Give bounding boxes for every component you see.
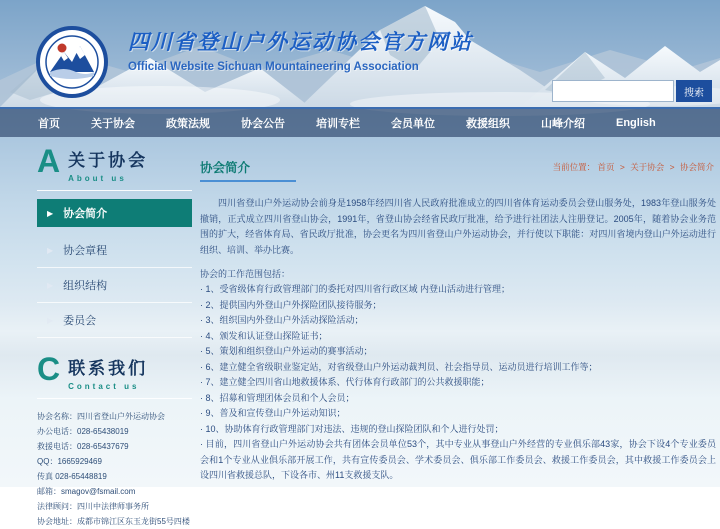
main-nav	[0, 107, 720, 137]
arrow-right-icon: ▶	[47, 315, 54, 325]
contact-fax: 传真 028-65448819	[37, 472, 107, 481]
breadcrumb-about[interactable]: 关于协会	[630, 162, 665, 172]
contact-title-cn: 联系我们	[68, 359, 149, 378]
sidebar	[37, 143, 192, 529]
work-item-9: · 9、普及和宣传登山户外运动知识；	[200, 408, 346, 418]
sidebar-item-label: 协会章程	[63, 245, 108, 257]
about-title-cn: 关于协会	[68, 151, 149, 170]
work-item-5: · 5、策划和组织登山户外运动的赛事活动；	[200, 346, 373, 356]
sidebar-item-structure[interactable]	[37, 268, 192, 303]
intro-paragraph: 四川省登山户外运动协会前身是1958年经四川省人民政府批准成立的四川省体育运动委员会登山服务处，1983年登山服务处撤销，正式成立四川省登山协会，1991年，省登山协会经省民政厅批准，给予进行社团法人注册登记。2005年，随着协会业务范围的扩大，经省体育局、省民政厅批准，协会更名为四川省登山户外运动协会，并行使以下职能：对四川省境内登山户外运动进行组织、培训、举办比赛。	[200, 198, 716, 255]
about-title-en: About us	[68, 174, 127, 183]
nav-item-home[interactable]: 首页	[38, 118, 60, 130]
about-section-heading	[37, 143, 192, 183]
search-button[interactable]: 搜索	[676, 80, 712, 102]
nav-item-about[interactable]: 关于协会	[91, 118, 135, 130]
breadcrumb	[553, 161, 714, 173]
work-item-1: · 1、受省级体育行政管理部门的委托对四川省行政区域 内登山活动进行管理；	[200, 284, 511, 294]
sidebar-item-charter[interactable]	[37, 233, 192, 268]
search-input[interactable]	[552, 80, 674, 102]
sidebar-item-label: 组织结构	[63, 280, 108, 292]
contact-letter: C	[37, 351, 61, 387]
contact-qq: QQ：1665929469	[37, 457, 102, 466]
arrow-right-icon: ▶	[47, 245, 54, 255]
breadcrumb-separator: >	[669, 162, 675, 172]
article-body	[200, 196, 716, 484]
main-content	[200, 158, 716, 484]
arrow-right-icon: ▶	[47, 280, 54, 290]
nav-item-rescue[interactable]: 救援组织	[466, 118, 510, 130]
about-menu	[37, 199, 192, 338]
divider	[37, 398, 192, 399]
contact-association-name: 协会名称：四川省登山户外运动协会	[37, 412, 165, 421]
arrow-right-icon: ▶	[47, 208, 54, 218]
contact-section-heading	[37, 351, 192, 391]
work-item-3: · 3、组织国内外登山户外活动探险活动；	[200, 315, 364, 325]
nav-item-peaks[interactable]: 山峰介绍	[541, 118, 585, 130]
breadcrumb-current[interactable]: 协会简介	[679, 162, 714, 172]
work-item-4: · 4、颁发和认证登山探险证书；	[200, 330, 328, 341]
nav-item-policies[interactable]: 政策法规	[166, 118, 210, 130]
search-bar	[552, 80, 712, 102]
divider	[37, 190, 192, 191]
sidebar-item-label: 协会简介	[63, 208, 108, 220]
contact-email: 邮箱：smagov@fsmail.com	[37, 487, 136, 496]
site-header	[0, 0, 720, 107]
breadcrumb-label: 当前位置：	[552, 162, 596, 172]
nav-item-announcements[interactable]: 协会公告	[241, 118, 285, 130]
nav-item-members[interactable]: 会员单位	[391, 118, 435, 130]
summary-paragraph: · 目前，四川省登山户外运动协会共有团体会员单位53个，其中专业从事登山户外经营的专业俱乐部43家，协会下设4个专业委员会和1个专业从业俱乐部开展工作，共有宣传委员会、学术委员会、俱乐部工作委员会、救援工作委员会，其中救援工作委员会上设四川省救援总队，下设各市、州11支救援支队。	[200, 439, 716, 480]
contact-section	[37, 351, 192, 529]
work-item-6: · 6、建立健全省级职业鉴定站，对省级登山户外运动裁判员、社会指导员、运动员进行培训工作等；	[200, 361, 598, 372]
contact-legal-advisor: 法律顾问：四川中法律师事务所	[37, 502, 149, 511]
work-item-2: · 2、提供国内外登山户外探险团队接待服务；	[200, 299, 382, 310]
sidebar-item-label: 委员会	[63, 315, 97, 327]
sidebar-item-committee[interactable]	[37, 303, 192, 338]
about-letter: A	[37, 143, 61, 179]
work-item-7: · 7、建立健全四川省山地救援体系、代行体育行政部门的公共救援职能；	[200, 377, 490, 387]
content-header	[200, 158, 716, 182]
scope-heading: 协会的工作范围包括：	[200, 269, 291, 279]
nav-item-english[interactable]: English	[616, 117, 656, 129]
site-subtitle: Official Website Sichuan Mountaineering Association	[128, 61, 419, 73]
site-title-block	[128, 26, 548, 73]
contact-info	[37, 409, 192, 529]
contact-rescue-phone: 救援电话：028-65437679	[37, 442, 129, 451]
page-title: 协会简介	[200, 158, 296, 182]
sidebar-item-association-intro[interactable]	[37, 199, 192, 227]
work-item-8: · 8、招募和管理团体会员和个人会员；	[200, 392, 355, 403]
contact-office-phone: 办公电话：028-65438019	[37, 427, 129, 436]
association-logo-icon	[36, 26, 108, 98]
breadcrumb-home[interactable]: 首页	[597, 162, 615, 172]
contact-address: 协会地址：成都市锦江区东玉龙街55号四楼	[37, 517, 190, 526]
contact-title-en: Contact us	[68, 382, 140, 391]
nav-item-training[interactable]: 培训专栏	[316, 118, 360, 130]
site-title: 四川省登山户外运动协会官方网站	[128, 31, 473, 54]
breadcrumb-separator: >	[619, 162, 625, 172]
work-item-10: · 10、协助体育行政管理部门对违法、违规的登山探险团队和个人进行处罚；	[200, 423, 504, 434]
